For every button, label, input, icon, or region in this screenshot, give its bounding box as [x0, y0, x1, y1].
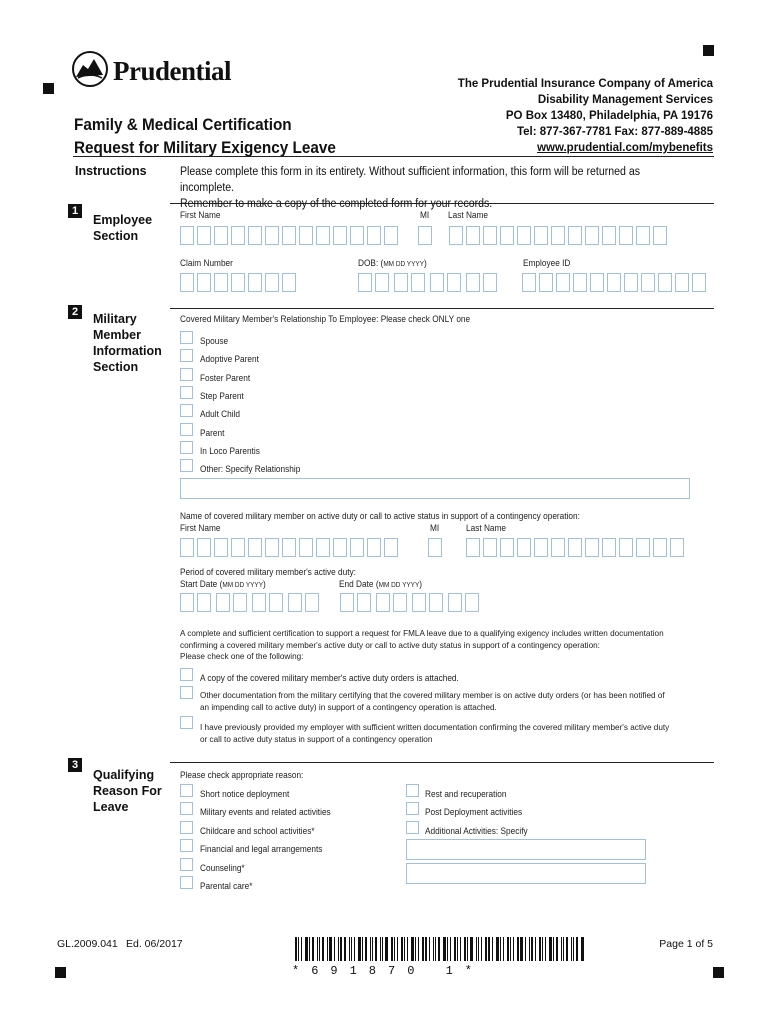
member-last-name-label: Last Name: [466, 523, 507, 533]
barcode-bar: [563, 937, 564, 961]
barcode-bar: [485, 937, 487, 961]
barcode-text: *691870 1*: [292, 964, 485, 978]
company-url-link[interactable]: www.prudential.com/mybenefits: [537, 142, 713, 154]
relationship-checkbox[interactable]: [180, 331, 193, 344]
barcode-bar: [344, 937, 346, 961]
barcode-bar: [351, 937, 352, 961]
brand-name: Prudential: [113, 56, 232, 86]
barcode-bar: [349, 937, 350, 961]
barcode-bar: [478, 937, 479, 961]
start-date-label: Start Date (MM DD YYYY): [180, 579, 266, 589]
period-prompt: Period of covered military member's active duty:: [180, 567, 356, 577]
barcode-bar: [401, 937, 403, 961]
first-name-label: First Name: [180, 210, 221, 220]
barcode-bar: [415, 937, 416, 961]
reason-label: Additional Activities: Specify: [425, 825, 528, 836]
member-mi-field[interactable]: [428, 538, 445, 557]
barcode-bar: [454, 937, 456, 961]
relationship-option-label: Adoptive Parent: [200, 354, 259, 365]
reason-checkbox[interactable]: [180, 802, 193, 815]
section2-title-line1: Military: [93, 312, 137, 326]
claim-number-field[interactable]: [180, 273, 299, 292]
barcode-bar: [329, 937, 332, 961]
barcode-bar: [340, 937, 342, 961]
barcode-bar: [365, 937, 367, 961]
barcode-bar: [317, 937, 318, 961]
section-number-3: 3: [68, 758, 82, 772]
section2-divider: [170, 308, 714, 309]
member-first-name-field[interactable]: [180, 538, 401, 557]
opt2-line2: an impending call to active duty) in support of a contingency operation is attached.: [200, 701, 497, 712]
relationship-option-label: Spouse: [200, 336, 229, 346]
barcode-bar: [481, 937, 482, 961]
opt2-line1: Other documentation from the military certifying that the covered military member is on active duty orders (or has been notified of: [200, 690, 665, 700]
barcode-bar: [312, 937, 314, 961]
barcode-bar: [535, 937, 536, 961]
barcode-bar: [295, 937, 297, 961]
barcode-bar: [467, 937, 468, 961]
cert-line1: A complete and sufficient certification to support a request for FMLA leave due to a qualifying exigency includes written documentation: [180, 628, 664, 638]
barcode-bar: [435, 937, 436, 961]
section3-title-line1: Qualifying: [93, 768, 155, 782]
doc-option-other-checkbox[interactable]: [180, 686, 193, 699]
section-number-2: 2: [68, 305, 82, 319]
form-title: [74, 113, 336, 159]
barcode-bar: [407, 937, 408, 961]
barcode-bar: [525, 937, 526, 961]
relationship-option-label: Parent: [200, 427, 225, 438]
prudential-logo: [70, 50, 110, 93]
last-name-label: Last Name: [448, 210, 489, 220]
barcode-bar: [370, 937, 371, 961]
barcode-bar: [576, 937, 578, 961]
relationship-checkbox[interactable]: [180, 368, 193, 381]
barcode-bar: [457, 937, 458, 961]
section2-title: [93, 311, 162, 375]
reason-checkbox[interactable]: [180, 839, 193, 852]
member-first-name-label: First Name: [180, 523, 221, 533]
cert-line2: confirming a covered military member's active duty or call to active duty status in support of a contingency operation:: [180, 639, 600, 650]
member-name-prompt: Name of covered military member on active duty or call to active status in support of a contingency operation:: [180, 511, 580, 521]
barcode-bar: [539, 937, 541, 961]
barcode-bar: [429, 937, 430, 961]
section1-title: [93, 212, 152, 244]
certification-paragraph: [180, 628, 712, 663]
divider: [73, 156, 714, 157]
barcode-bar: [496, 937, 499, 961]
reason-label: Parental care*: [200, 881, 253, 891]
additional-activities-input-1[interactable]: [406, 839, 646, 860]
barcode-bar: [531, 937, 533, 961]
reason-checkbox[interactable]: [406, 784, 419, 797]
barcode-bar: [556, 937, 558, 961]
reason-checkbox[interactable]: [180, 858, 193, 871]
barcode-bar: [542, 937, 543, 961]
relationship-option-label: In Loco Parentis: [200, 445, 260, 456]
section1-title-line2: Section: [93, 229, 139, 243]
barcode-bar: [397, 937, 398, 961]
relationship-checkbox[interactable]: [180, 423, 193, 436]
relationship-checkbox[interactable]: [180, 386, 193, 399]
barcode-bar: [305, 937, 308, 961]
reason-prompt: Please check appropriate reason:: [180, 770, 304, 780]
barcode-bar: [309, 937, 310, 961]
barcode-bar: [520, 937, 523, 961]
end-date-text: End Date (: [339, 579, 379, 589]
dob-label: DOB: (MM DD YYYY): [358, 258, 427, 268]
end-date-label: End Date (MM DD YYYY): [339, 579, 423, 589]
barcode-bar: [507, 937, 509, 961]
barcode-bar: [404, 937, 405, 961]
employee-id-label: Employee ID: [523, 258, 571, 268]
barcode-bar: [372, 937, 373, 961]
claim-number-label: Claim Number: [180, 258, 233, 268]
registration-mark: [55, 967, 66, 978]
section2-title-line3: Information: [93, 344, 162, 358]
form-id: GL.2009.041: [57, 938, 118, 950]
instructions-heading: Instructions: [75, 164, 147, 178]
doc-option-other-label: [200, 690, 694, 713]
additional-activities-input-2[interactable]: [406, 863, 646, 884]
doc-option-orders-checkbox[interactable]: [180, 668, 193, 681]
reason-checkbox[interactable]: [406, 821, 419, 834]
instructions-text: [180, 164, 695, 212]
relationship-checkbox[interactable]: [180, 459, 193, 472]
dob-format: MM DD YYYY: [383, 261, 424, 268]
barcode-bar: [545, 937, 546, 961]
form-edition: Ed. 06/2017: [126, 938, 183, 950]
barcode-bar: [394, 937, 395, 961]
barcode-bar: [391, 937, 393, 961]
start-date-format: MM DD YYYY: [222, 582, 264, 589]
barcode-bar: [438, 937, 440, 961]
doc-option-previous-label: [200, 722, 694, 745]
section2-title-line2: Member: [93, 328, 141, 342]
end-date-field[interactable]: [340, 593, 484, 612]
barcode-bar: [561, 937, 562, 961]
barcode-bar: [510, 937, 511, 961]
barcode-bar: [549, 937, 552, 961]
barcode-bar: [334, 937, 335, 961]
barcode-bar: [418, 937, 419, 961]
employee-id-field[interactable]: [522, 273, 709, 292]
reason-checkbox[interactable]: [180, 821, 193, 834]
barcode-bar: [488, 937, 490, 961]
reason-checkbox[interactable]: [180, 784, 193, 797]
barcode-bar: [447, 937, 448, 961]
relationship-option-label: Step Parent: [200, 390, 244, 401]
barcode-bar: [464, 937, 466, 961]
company-dept: Disability Management Services: [537, 94, 713, 106]
barcode-bar: [476, 937, 477, 961]
barcode-bar: [517, 937, 519, 961]
barcode-bar: [298, 937, 299, 961]
reason-checkbox[interactable]: [180, 876, 193, 889]
registration-mark: [703, 45, 714, 56]
registration-mark: [43, 83, 54, 94]
relationship-checkbox[interactable]: [180, 404, 193, 417]
barcode-bar: [425, 937, 427, 961]
barcode-bar: [362, 937, 363, 961]
relationship-option-label: Adult Child: [200, 409, 241, 420]
reason-label: Childcare and school activities*: [200, 825, 315, 836]
section1-title-line1: Employee: [93, 213, 153, 227]
barcode-bar: [553, 937, 554, 961]
company-info: [353, 76, 713, 156]
barcode-bar: [581, 937, 584, 961]
section3-title: [93, 767, 162, 815]
barcode-bar: [443, 937, 446, 961]
barcode-bar: [513, 937, 514, 961]
section3-divider: [170, 762, 714, 763]
barcode-bar: [573, 937, 574, 961]
doc-option-previous-checkbox[interactable]: [180, 716, 193, 729]
instructions-line1: Please complete this form in its entirety. Without sufficient information, this form will be returned as incomplete.: [180, 166, 641, 194]
doc-option-orders-label: A copy of the covered military member's active duty orders is attached.: [200, 673, 459, 683]
member-mi-label: MI: [430, 523, 440, 533]
start-date-field[interactable]: [180, 593, 324, 612]
barcode-bar: [460, 937, 461, 961]
barcode-bar: [433, 937, 434, 961]
employee-dob-field[interactable]: [358, 273, 502, 292]
barcode-bar: [322, 937, 324, 961]
relationship-checkbox[interactable]: [180, 349, 193, 362]
barcode-bar: [470, 937, 473, 961]
barcode-bar: [382, 937, 383, 961]
section-number-1: 1: [68, 204, 82, 218]
dob-label-text: DOB: (: [358, 258, 384, 268]
barcode-bar: [422, 937, 424, 961]
barcode-bar: [354, 937, 355, 961]
barcode-bar: [571, 937, 572, 961]
barcode-bar: [385, 937, 388, 961]
barcode-bar: [503, 937, 504, 961]
barcode-bar: [358, 937, 361, 961]
instructions-line2: Remember to make a copy of the completed form for your records.: [180, 198, 493, 210]
barcode-bar: [492, 937, 493, 961]
company-name: The Prudential Insurance Company of America: [457, 78, 713, 90]
barcode-bar: [301, 937, 302, 961]
barcode-bar: [338, 937, 339, 961]
opt3-line2: or call to active duty status in support of a contingency operation: [200, 733, 433, 744]
mi-label: MI: [420, 210, 430, 220]
section3-title-line2: Reason For: [93, 784, 162, 798]
company-phone: Tel: 877-367-7781 Fax: 877-889-4885: [516, 126, 713, 138]
rock-of-gibraltar-icon: [70, 50, 110, 88]
page-number: Page 1 of 5: [659, 938, 713, 950]
barcode-bar: [500, 937, 501, 961]
reason-label: Post Deployment activities: [425, 807, 523, 818]
barcode-bar: [529, 937, 530, 961]
reason-label: Counseling*: [200, 862, 245, 873]
relationship-prompt: Covered Military Member's Relationship To Employee: Please check ONLY one: [180, 314, 471, 324]
relationship-option-label: Other: Specify Relationship: [200, 464, 301, 475]
other-relationship-input[interactable]: [180, 478, 690, 499]
reason-label: Military events and related activities: [200, 807, 331, 818]
relationship-option-label: Foster Parent: [200, 372, 251, 383]
barcode-bar: [319, 937, 320, 961]
barcode-bar: [375, 937, 377, 961]
employee-last-name-field[interactable]: [449, 226, 670, 245]
employee-first-name-field[interactable]: [180, 226, 401, 245]
section2-title-line4: Section: [93, 360, 139, 374]
reason-label: Financial and legal arrangements: [200, 844, 323, 855]
barcode: [295, 937, 585, 961]
barcode-bar: [380, 937, 381, 961]
reason-label: Short notice deployment: [200, 789, 290, 799]
barcode-bar: [566, 937, 568, 961]
section3-title-line3: Leave: [93, 800, 129, 814]
barcode-bar: [450, 937, 451, 961]
registration-mark: [713, 967, 724, 978]
company-address: PO Box 13480, Philadelphia, PA 19176: [505, 110, 713, 122]
end-date-format: MM DD YYYY: [378, 582, 420, 589]
start-date-text: Start Date (: [180, 579, 223, 589]
employee-mi-field[interactable]: [418, 226, 435, 245]
reason-checkbox[interactable]: [406, 802, 419, 815]
form-title-line1: Family & Medical Certification: [74, 115, 292, 134]
member-last-name-field[interactable]: [466, 538, 687, 557]
barcode-bar: [327, 937, 328, 961]
section1-divider: [170, 203, 714, 204]
form-title-line2: Request for Military Exigency Leave: [74, 138, 336, 157]
reason-label: Rest and recuperation: [425, 789, 507, 799]
opt3-line1: I have previously provided my employer with sufficient written documentation confirming the covered military member's active duty: [200, 722, 670, 732]
relationship-checkbox[interactable]: [180, 441, 193, 454]
cert-line3: Please check one of the following:: [180, 651, 304, 661]
barcode-bar: [411, 937, 414, 961]
